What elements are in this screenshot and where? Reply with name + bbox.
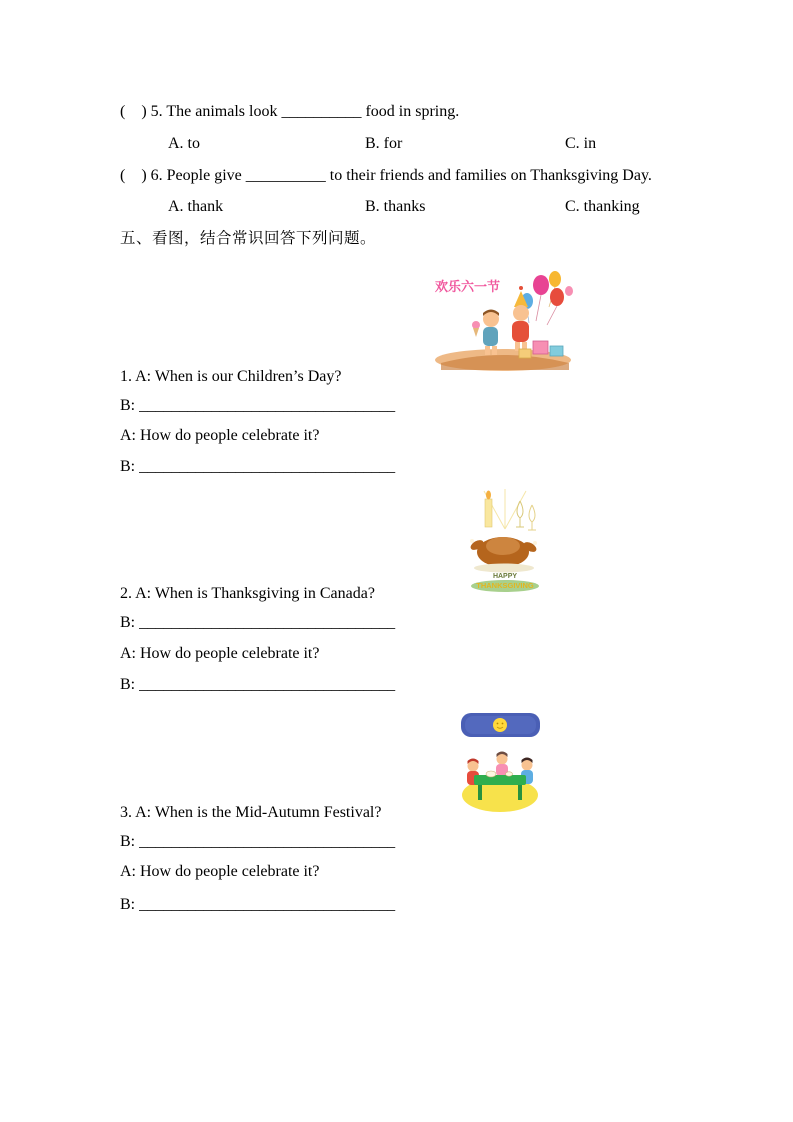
children-day-caption: 欢乐六一节 <box>435 279 501 294</box>
mid-autumn-illustration <box>461 708 540 816</box>
dialog-2-question-1: 2. A: When is Thanksgiving in Canada? <box>120 585 375 602</box>
thanksgiving-illustration <box>464 489 546 595</box>
question-5-option-b: B. for <box>365 135 403 152</box>
question-6-stem: ( ) 6. People give __________ to their friends and families on Thanksgiving Day. <box>120 167 652 184</box>
dialog-2-answer-blank-2: B: ________________________________ <box>120 676 396 693</box>
question-5-option-a: A. to <box>168 135 200 152</box>
thanksgiving-caption-thanksgiving: THANKSGIVING <box>476 581 534 590</box>
children-day-image <box>429 267 573 371</box>
question-6-option-a: A. thank <box>168 198 224 215</box>
dialog-3-question-2: A: How do people celebrate it? <box>120 863 320 880</box>
question-5-stem: ( ) 5. The animals look __________ food in spring. <box>120 103 460 120</box>
dialog-1-question-2: A: How do people celebrate it? <box>120 427 320 444</box>
question-6-option-b: B. thanks <box>365 198 426 215</box>
dialog-2-question-2: A: How do people celebrate it? <box>120 645 320 662</box>
mid-autumn-image <box>461 708 540 816</box>
dialog-2-answer-blank-1: B: ________________________________ <box>120 614 396 631</box>
dialog-1-question-1: 1. A: When is our Children’s Day? <box>120 368 342 385</box>
children-day-illustration <box>429 267 573 371</box>
question-6-option-c: C. thanking <box>565 198 640 215</box>
dialog-3-answer-blank-2: B: ________________________________ <box>120 896 396 913</box>
section-five-title: 五、看图，结合常识回答下列问题。 <box>120 230 377 247</box>
thanksgiving-image <box>464 489 546 595</box>
question-5-option-c: C. in <box>565 135 597 152</box>
dialog-1-answer-blank-1: B: ________________________________ <box>120 397 396 414</box>
dialog-1-answer-blank-2: B: ________________________________ <box>120 458 396 475</box>
dialog-3-answer-blank-1: B: ________________________________ <box>120 833 396 850</box>
thanksgiving-caption-happy: HAPPY <box>492 573 518 580</box>
dialog-3-question-1: 3. A: When is the Mid-Autumn Festival? <box>120 804 382 821</box>
